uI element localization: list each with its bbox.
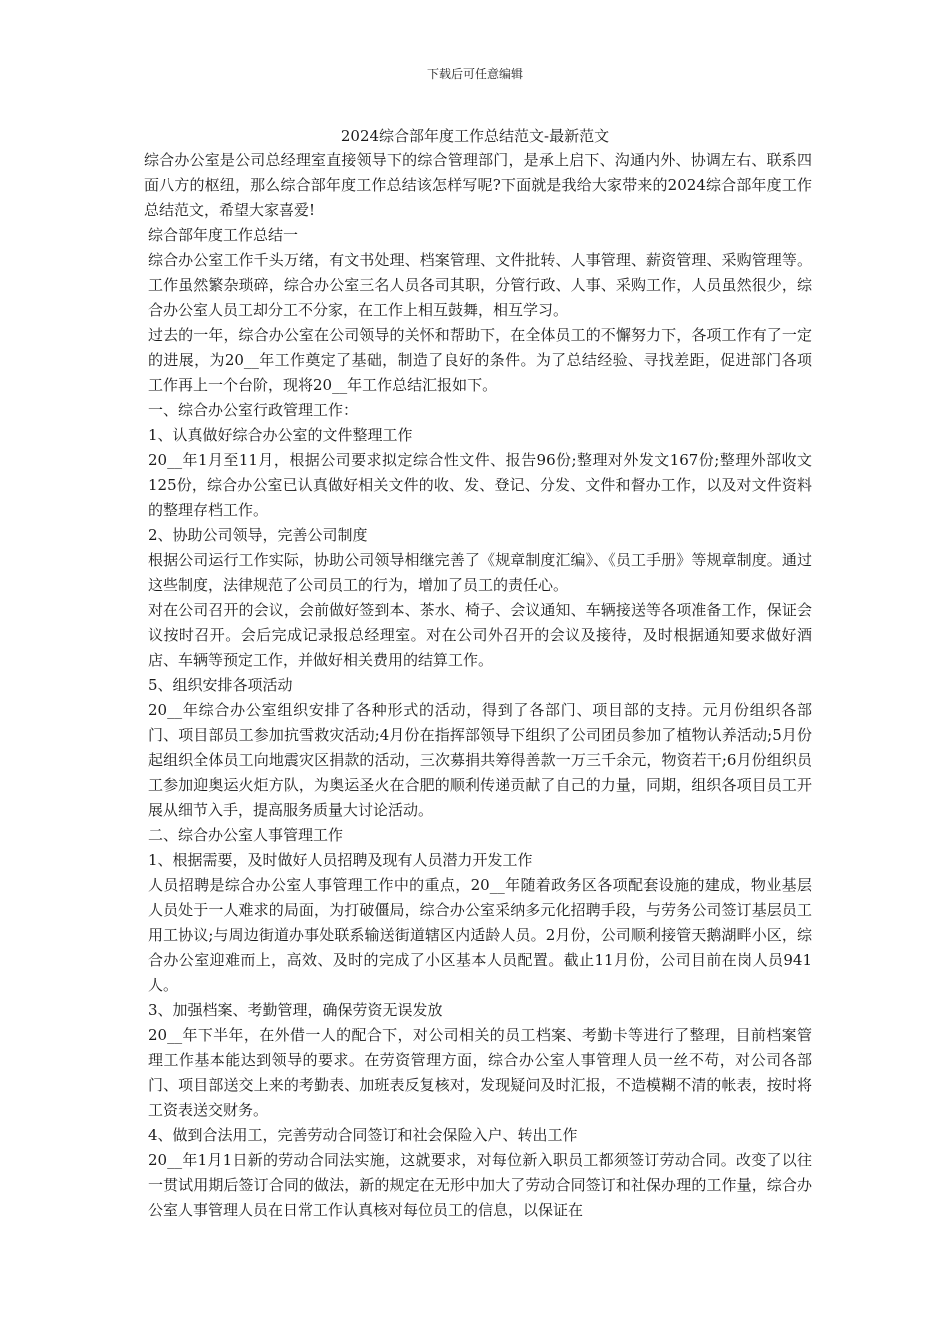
subsection-heading: 1、认真做好综合办公室的文件整理工作 xyxy=(148,426,413,444)
body-paragraph: 20__年综合办公室组织安排了各种形式的活动，得到了各部门、项目部的支持。元月份组织各部门、项目部员工参加抗雪救灾活动;4月份在指挥部领导下组织了公司团员参加了植物认养活动;5月份起组织全体员工向地震灾区捐款的活动，三次募捐共筹得善款一万三千余元，物资若干;6月份组织员工参加迎奥运火炬方队，为奥运圣火在合肥的顺利传递贡献了自己的力量，同期，组织各项目员工开展从细节入手，提高服务质量大讨论活动。 xyxy=(148,701,812,819)
subsection-heading: 5、组织安排各项活动 xyxy=(148,676,293,694)
body-paragraph: 20__年下半年，在外借一人的配合下，对公司相关的员工档案、考勤卡等进行了整理，目前档案管理工作基本能达到领导的要求。在劳资管理方面，综合办公室人事管理人员一丝不苟，对公司各部门、项目部送交上来的考勤表、加班表反复核对，发现疑问及时汇报，不造模糊不清的帐表，按时将工资表送交财务。 xyxy=(148,1026,812,1119)
section-heading: 综合部年度工作总结一 xyxy=(148,226,299,244)
body-paragraph: 20__年1月至11月，根据公司要求拟定综合性文件、报告96份;整理对外发文167份;整理外部收文125份，综合办公室已认真做好相关文件的收、发、登记、分发、文件和督办工作，以及对文件资料的整理存档工作。 xyxy=(148,451,812,519)
body-paragraph: 过去的一年，综合办公室在公司领导的关怀和帮助下，在全体员工的不懈努力下，各项工作有了一定的进展，为20__年工作奠定了基础，制造了良好的条件。为了总结经验、寻找差距，促进部门各项工作再上一个台阶，现将20__年工作总结汇报如下。 xyxy=(148,326,812,394)
header-note: 下载后可任意编辑 xyxy=(426,67,523,81)
body-paragraph: 人员招聘是综合办公室人事管理工作中的重点，20__年随着政务区各项配套设施的建成，物业基层人员处于一人难求的局面，为打破僵局，综合办公室采纳多元化招聘手段，与劳务公司签订基层员工用工协议;与周边街道办事处联系输送街道辖区内适龄人员。2月份，公司顺利接管天鹅湖畔小区，综合办公室迎难而上，高效、及时的完成了小区基本人员配置。截止11月份，公司目前在岗人员941人。 xyxy=(148,876,812,994)
subsection-heading: 3、加强档案、考勤管理，确保劳资无误发放 xyxy=(148,1001,443,1019)
section-heading: 一、综合办公室行政管理工作： xyxy=(148,401,359,419)
intro-paragraph: 综合办公室是公司总经理室直接领导下的综合管理部门，是承上启下、沟通内外、协调左右、联系四面八方的枢纽，那么综合部年度工作总结该怎样写呢?下面就是我给大家带来的2024综合部年度工作总结范文，希望大家喜爱! xyxy=(144,151,812,219)
body-paragraph: 根据公司运行工作实际，协助公司领导相继完善了《规章制度汇编》、《员工手册》等规章制度。通过这些制度，法律规范了公司员工的行为，增加了员工的责任心。 xyxy=(148,551,812,594)
body-paragraph: 对在公司召开的会议，会前做好签到本、茶水、椅子、会议通知、车辆接送等各项准备工作，保证会议按时召开。会后完成记录报总经理室。对在公司外召开的会议及接待，及时根据通知要求做好酒店、车辆等预定工作，并做好相关费用的结算工作。 xyxy=(148,601,812,669)
subsection-heading: 1、根据需要，及时做好人员招聘及现有人员潜力开发工作 xyxy=(148,851,533,869)
body-paragraph: 20__年1月1日新的劳动合同法实施，这就要求，对每位新入职员工都须签订劳动合同。改变了以往一贯试用期后签订合同的做法，新的规定在无形中加大了劳动合同签订和社保办理的工作量，综合办公室人事管理人员在日常工作认真核对每位员工的信息，以保证在 xyxy=(148,1151,812,1219)
section-heading: 二、综合办公室人事管理工作 xyxy=(148,826,344,844)
body-paragraph: 综合办公室工作千头万绪，有文书处理、档案管理、文件批转、人事管理、薪资管理、采购管理等。工作虽然繁杂琐碎，综合办公室三名人员各司其职，分管行政、人事、采购工作，人员虽然很少，综合办公室人员工却分工不分家，在工作上相互鼓舞，相互学习。 xyxy=(148,251,812,319)
document-body xyxy=(144,148,812,1223)
subsection-heading: 2、协助公司领导，完善公司制度 xyxy=(148,526,368,544)
document-title: 2024综合部年度工作总结范文-最新范文 xyxy=(340,127,610,145)
subsection-heading: 4、做到合法用工，完善劳动合同签订和社会保险入户、转出工作 xyxy=(148,1126,578,1144)
